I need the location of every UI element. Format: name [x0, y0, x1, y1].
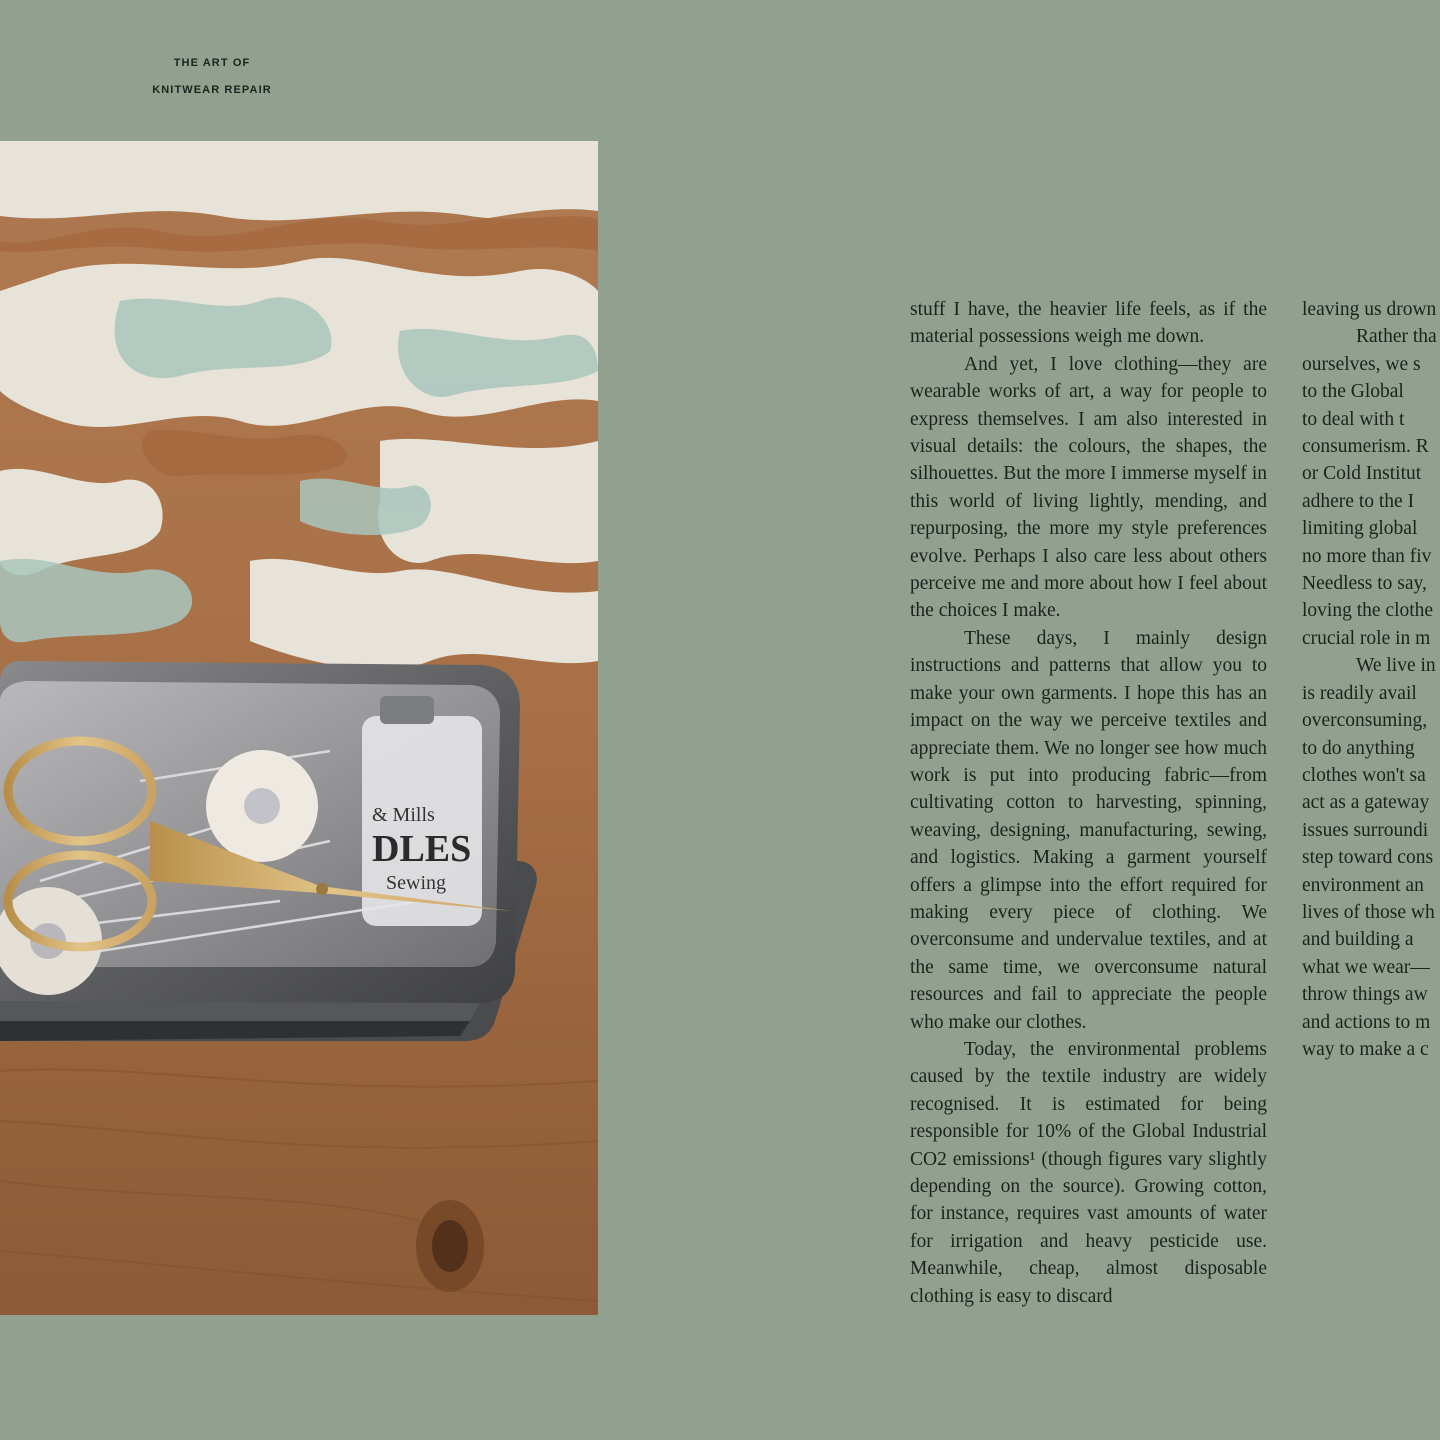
- text-line: leaving us drown: [1302, 299, 1437, 320]
- paragraph: stuff I have, the heavier life feels, as if the material possessions weigh me down.: [910, 299, 1267, 348]
- text-line: way to make a c: [1302, 1038, 1429, 1060]
- text-line: Rather tha: [1356, 326, 1437, 348]
- text-line: step toward cons: [1302, 847, 1434, 869]
- text-line: is readily avail: [1302, 682, 1417, 704]
- bottle-label-line1: & Mills: [372, 804, 435, 826]
- paragraph: These days, I mainly design instructions and patterns that allow you to make your own garments. I hope this has an impact on the way we perceive textiles and appreciate them. We no longer see how much work is put into producing fabric—from cultivating cotton to harvesting, spinning, weaving, designing, manufacturing, sewing, and logistics. Making a garment yourself offers a glimpse into the effort required for making every piece of clothing. We overconsume and undervalue textiles, and at the same time, we overconsume natural resources and fail to appreciate the people who make our clothes.: [910, 627, 1267, 1033]
- text-line: no more than fiv: [1302, 545, 1432, 567]
- text-line: We live in: [1356, 655, 1436, 677]
- text-line: to deal with t: [1302, 408, 1405, 430]
- text-line: environment an: [1302, 874, 1424, 896]
- text-line: crucial role in m: [1302, 627, 1431, 649]
- running-head-line1: THE ART OF: [173, 57, 251, 69]
- bottle-label-line3: Sewing: [386, 872, 446, 894]
- text-line: act as a gateway: [1302, 792, 1430, 814]
- paragraph: Today, the environmental problems caused by the textile industry are widely recognised. It is estimated for being responsible for 10% of the Global Industrial CO2 emissions¹ (though figures vary slightly depending on the source). Growing cotton, for instance, requires vast amounts of water for irrigation and heavy pesticide use. Meanwhile, cheap, almost disposable clothing is easy to discard: [910, 1038, 1267, 1307]
- text-line: Needless to say,: [1302, 573, 1427, 595]
- text-line: what we wear—: [1302, 956, 1430, 978]
- text-line: ourselves, we s: [1302, 353, 1421, 375]
- text-line: overconsuming,: [1302, 710, 1428, 732]
- text-line: adhere to the I: [1302, 490, 1415, 512]
- body-text-column-2: [1302, 296, 1440, 1063]
- running-head-line2: KNITWEAR REPAIR: [152, 84, 272, 96]
- text-line: loving the clothe: [1302, 600, 1434, 622]
- text-line: and building a: [1302, 929, 1414, 951]
- paragraph: And yet, I love clothing—they are wearable works of art, a way for people to express themselves. I am also interested in visual details: the colours, the shapes, the silhouettes. But the more I immerse myself in this world of living lightly, mending, and repurposing, the more my style preferences evolve. Perhaps I also care less about others perceive me and more about how I feel about the choices I make.: [910, 353, 1267, 622]
- text-line: or Cold Institut: [1302, 463, 1422, 485]
- photo-sewing-tin: [0, 141, 598, 1315]
- text-line: to the Global: [1302, 381, 1404, 403]
- text-line: consumerism. R: [1302, 436, 1429, 458]
- text-line: clothes won't sa: [1302, 764, 1426, 786]
- text-line: lives of those wh: [1302, 901, 1435, 923]
- body-text-column-1: [910, 296, 1267, 1310]
- text-line: and actions to m: [1302, 1011, 1431, 1033]
- text-line: issues surroundi: [1302, 819, 1429, 841]
- text-line: to do anything: [1302, 737, 1415, 759]
- text-line: throw things aw: [1302, 984, 1428, 1006]
- running-head: [132, 50, 292, 104]
- bottle-label-line2: DLES: [372, 828, 472, 870]
- text-line: limiting global: [1302, 518, 1418, 540]
